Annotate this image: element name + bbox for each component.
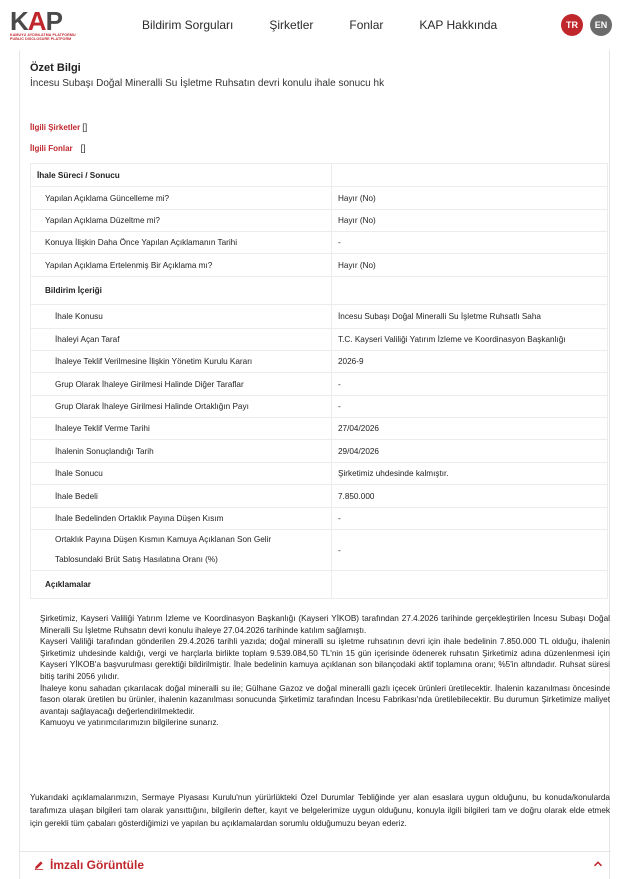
table-row <box>31 508 608 530</box>
lang-tr-button[interactable]: TR <box>561 14 583 36</box>
row-value: Hayır (No) <box>332 210 608 232</box>
related-funds-value: [] <box>80 143 86 153</box>
row-value: Hayır (No) <box>332 187 608 210</box>
nav-sirketler[interactable]: Şirketler <box>269 18 314 32</box>
header <box>0 0 626 50</box>
table-row <box>31 396 608 418</box>
row-value: Şirketimiz uhdesinde kalmıştır. <box>332 463 608 485</box>
related-funds <box>30 143 86 153</box>
row-label: İhaleye Teklif Verilmesine İlişkin Yönetim Kurulu Kararı <box>31 351 332 373</box>
related-companies-label: İlgili Şirketler <box>30 123 81 132</box>
table-row <box>31 277 608 305</box>
table-row <box>31 254 608 277</box>
pen-icon <box>34 860 44 870</box>
table-row <box>31 485 608 508</box>
row-label: İhalenin Sonuçlandığı Tarih <box>31 440 332 463</box>
kap-logo[interactable] <box>10 3 82 47</box>
row-label: Yapılan Açıklama Ertelenmiş Bir Açıklama mı? <box>31 254 332 277</box>
nav-kap-hakkinda[interactable]: KAP Hakkında <box>419 18 498 32</box>
row-value: - <box>332 373 608 396</box>
nav-fonlar[interactable]: Fonlar <box>349 18 384 32</box>
row-label-ratio <box>31 530 332 571</box>
disclaimer-text: Yukarıdaki açıklamalarımızın, Sermaye Piyasası Kurulu'nun yürürlükteki Özel Durumlar Tebliğinde yer alan esaslara uygun olduğunu, bu konuda/konularda tarafımıza ulaşan bilgileri tam olarak yansıttığını, bilgilerin defter, kayıt ve belgelerimize uygun olduğunu, konuyla ilgili bilgileri tam ve doğru olarak elde etmek için gerekli tüm çabaları gösterdiğimizi ve yapılan bu açıklamalardan sorumlu olduğumuzu beyan ederiz. <box>30 793 610 828</box>
table-row <box>31 305 608 329</box>
row-label: İhale Konusu <box>31 305 332 329</box>
table-row <box>31 232 608 254</box>
table-row <box>31 530 608 571</box>
signed-view-label: İmzalı Görüntüle <box>50 857 145 872</box>
related-companies-value: [] <box>82 122 88 132</box>
explanation-paragraph: Şirketimiz, Kayseri Valiliği Yatırım İzleme ve Koordinasyon Başkanlığı (Kayseri YİKOB) tarafından 27.4.2026 tarihinde gerçekleştirilen İncesu Subaşı Doğal Mineralli Su İşletme Ruhsatın devri konulu ihaleye 27.04.2026 tarihinde katılım sağlamıştı. <box>40 614 610 635</box>
disclosure-panel <box>19 50 610 879</box>
explanation-paragraph: Kayseri Valiliği tarafından gönderilen 29.4.2026 tarihli yazıda; doğal mineralli su işletme ruhsatının devri için ihale bedelinin 7.850.000 TL olduğu, ihalenin Şirketimiz uhdesinde kaldığı, vergi ve harçlarla birlikte toplam 9.539.084,50 TL'nin 15 gün içerisinde ödenerek ruhsatın Şirketimiz adına düzenlenmesi için Kayseri YİKOB'a başvurulması gerektiği bildirilmiştir. İhale bedelinin kamuya açıklanan son bilançodaki aktif toplamına oranı; %5'in altındadır. Ruhsat süresi bitiş tarihi 2056 yılıdır. <box>40 637 610 681</box>
row-value: - <box>332 232 608 254</box>
table-row <box>31 418 608 440</box>
logo-subtitle-2: PUBLIC DISCLOSURE PLATFORM <box>10 37 72 41</box>
signed-view-toggle[interactable] <box>20 851 611 877</box>
row-label-ratio-line2: Tablosundaki Brüt Satış Hasılatına Oranı (%) <box>55 555 218 564</box>
row-label: İhale Sonucu <box>31 463 332 485</box>
table-row <box>31 351 608 373</box>
row-label: Yapılan Açıklama Düzeltme mi? <box>31 210 332 232</box>
table-row <box>31 571 608 599</box>
row-value: T.C. Kayseri Valiliği Yatırım İzleme ve Koordinasyon Başkanlığı <box>332 329 608 351</box>
nav-bildirim-sorgulari[interactable]: Bildirim Sorguları <box>142 18 234 32</box>
row-label: İhaleye Teklif Verme Tarihi <box>31 418 332 440</box>
row-value: İncesu Subaşı Doğal Mineralli Su İşletme Ruhsatlı Saha <box>332 305 608 329</box>
row-value: - <box>332 396 608 418</box>
section-content: Bildirim İçeriği <box>31 277 332 305</box>
section-process: İhale Süreci / Sonucu <box>31 164 332 187</box>
row-value: - <box>332 508 608 530</box>
related-funds-label: İlgili Fonlar <box>30 144 73 153</box>
table-row <box>31 164 608 187</box>
row-value: Hayır (No) <box>332 254 608 277</box>
row-label-ratio-line1: Ortaklık Payına Düşen Kısmın Kamuya Açıklanan Son Gelir <box>55 535 272 544</box>
row-value: 7.850.000 <box>332 485 608 508</box>
row-label: Konuya İlişkin Daha Önce Yapılan Açıklamanın Tarihi <box>31 232 332 254</box>
row-value: 2026-9 <box>332 351 608 373</box>
row-label: Grup Olarak İhaleye Girilmesi Halinde Diğer Taraflar <box>31 373 332 396</box>
section-notes: Açıklamalar <box>31 571 332 599</box>
row-label: Yapılan Açıklama Güncelleme mi? <box>31 187 332 210</box>
lang-en-button[interactable]: EN <box>590 14 612 36</box>
row-label: İhale Bedeli <box>31 485 332 508</box>
row-value: - <box>332 530 608 571</box>
chevron-up-icon[interactable] <box>593 859 603 869</box>
table-row <box>31 373 608 396</box>
table-row <box>31 187 608 210</box>
table-row <box>31 329 608 351</box>
row-value: 29/04/2026 <box>332 440 608 463</box>
logo-subtitle-1: KAMUYU AYDINLATMA PLATFORMU <box>10 33 76 37</box>
row-label: İhale Bedelinden Ortaklık Payına Düşen Kısım <box>31 508 332 530</box>
table-row <box>31 440 608 463</box>
language-switch <box>561 14 612 36</box>
row-value: 27/04/2026 <box>332 418 608 440</box>
summary-subject: İncesu Subaşı Doğal Mineralli Su İşletme Ruhsatın devri konulu ihale sonucu hk <box>30 78 385 89</box>
summary-title: Özet Bilgi <box>30 62 81 74</box>
explanation-paragraph: İhaleye konu sahadan çıkarılacak doğal mineralli su ile; Gülhane Gazoz ve doğal mineralli gazlı içecek ürünleri üretilecektir. İhalenin kazanılması öncesinde fason olarak üretilen bu ürünler, ihalenin kazanılması sonucunda Şirketimiz tarafından İncesu Fabrikası'nda üretilebilecektir. Bu durumun Şirketimize maliyet avantajı sağlayacağı değerlendirilmektedir. <box>40 683 610 716</box>
row-label: Grup Olarak İhaleye Girilmesi Halinde Ortaklığın Payı <box>31 396 332 418</box>
logo-mark: KAP <box>10 6 62 36</box>
explanation-paragraph: Kamuoyu ve yatırımcılarımızın bilgilerine sunarız. <box>40 718 219 728</box>
table-row <box>31 210 608 232</box>
disclosure-table <box>30 163 608 599</box>
main-nav <box>142 18 533 32</box>
row-label: İhaleyi Açan Taraf <box>31 329 332 351</box>
table-row <box>31 463 608 485</box>
related-companies <box>30 122 87 132</box>
explanation-text <box>40 613 610 729</box>
